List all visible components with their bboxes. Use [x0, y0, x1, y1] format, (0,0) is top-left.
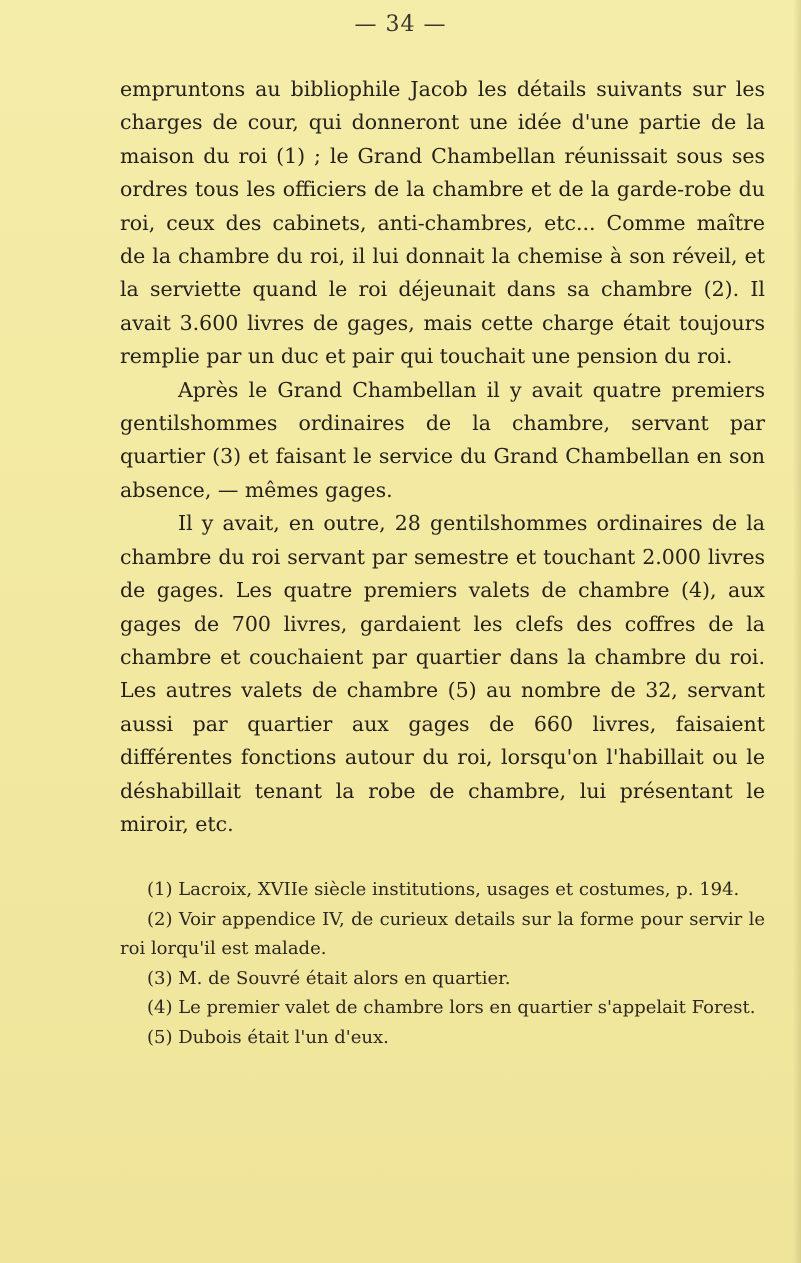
footnotes: [120, 875, 765, 1052]
page-number: — 34 —: [354, 12, 447, 37]
main-text: [120, 73, 765, 841]
paragraph-gentilshommes: Il y avait, en outre, 28 gentilshommes ordinaires de la chambre du roi servant par semestre et touchant 2.000 livres de gages. Les quatre premiers valets de chambre (4), aux gages de 700 livres, gardaient les clefs des coffres de la chambre et couchaient par quartier dans la chambre du roi. Les autres valets de chambre (5) au nombre de 32, servant aussi par quartier aux gages de 660 livres, faisaient différentes fonctions autour du roi, lorsqu'on l'habillait ou le déshabillait tenant la robe de chambre, lui présentant le miroir, etc.: [120, 511, 765, 836]
footnote-5: (5) Dubois était l'un d'eux.: [147, 1026, 389, 1048]
paragraph-grand-chambellan: Après le Grand Chambellan il y avait quatre premiers gentilshommes ordinaires de la chambre, servant par quartier (3) et faisant le service du Grand Chambellan en son absence, — mêmes gages.: [120, 377, 765, 502]
footnote-2: (2) Voir appendice IV, de curieux details sur la forme pour servir le roi lorqu'il est malade.: [120, 908, 765, 959]
footnote-4: (4) Le premier valet de chambre lors en quartier s'appelait Forest.: [147, 997, 756, 1018]
paragraph-continuation: empruntons au bibliophile Jacob les détails suivants sur les charges de cour, qui donneront une idée d'une partie de la maison du roi (1) ; le Grand Chambellan réunissait sous ses ordres tous les officiers de la chambre et de la garde-robe du roi, ceux des cabinets, anti-chambres, etc... Comme maître de la chambre du roi, il lui donnait la chemise à son réveil, et la serviette quand le roi déjeunait dans sa chambre (2). Il avait 3.600 livres de gages, mais cette charge était toujours remplie par un duc et pair qui touchait une pension du roi.: [120, 77, 765, 369]
page-edge-shadow: [793, 0, 801, 1263]
footnote-1: (1) Lacroix, XVIIe siècle institutions, usages et costumes, p. 194.: [147, 879, 740, 900]
footnote-3: (3) M. de Souvré était alors en quartier.: [147, 967, 511, 989]
